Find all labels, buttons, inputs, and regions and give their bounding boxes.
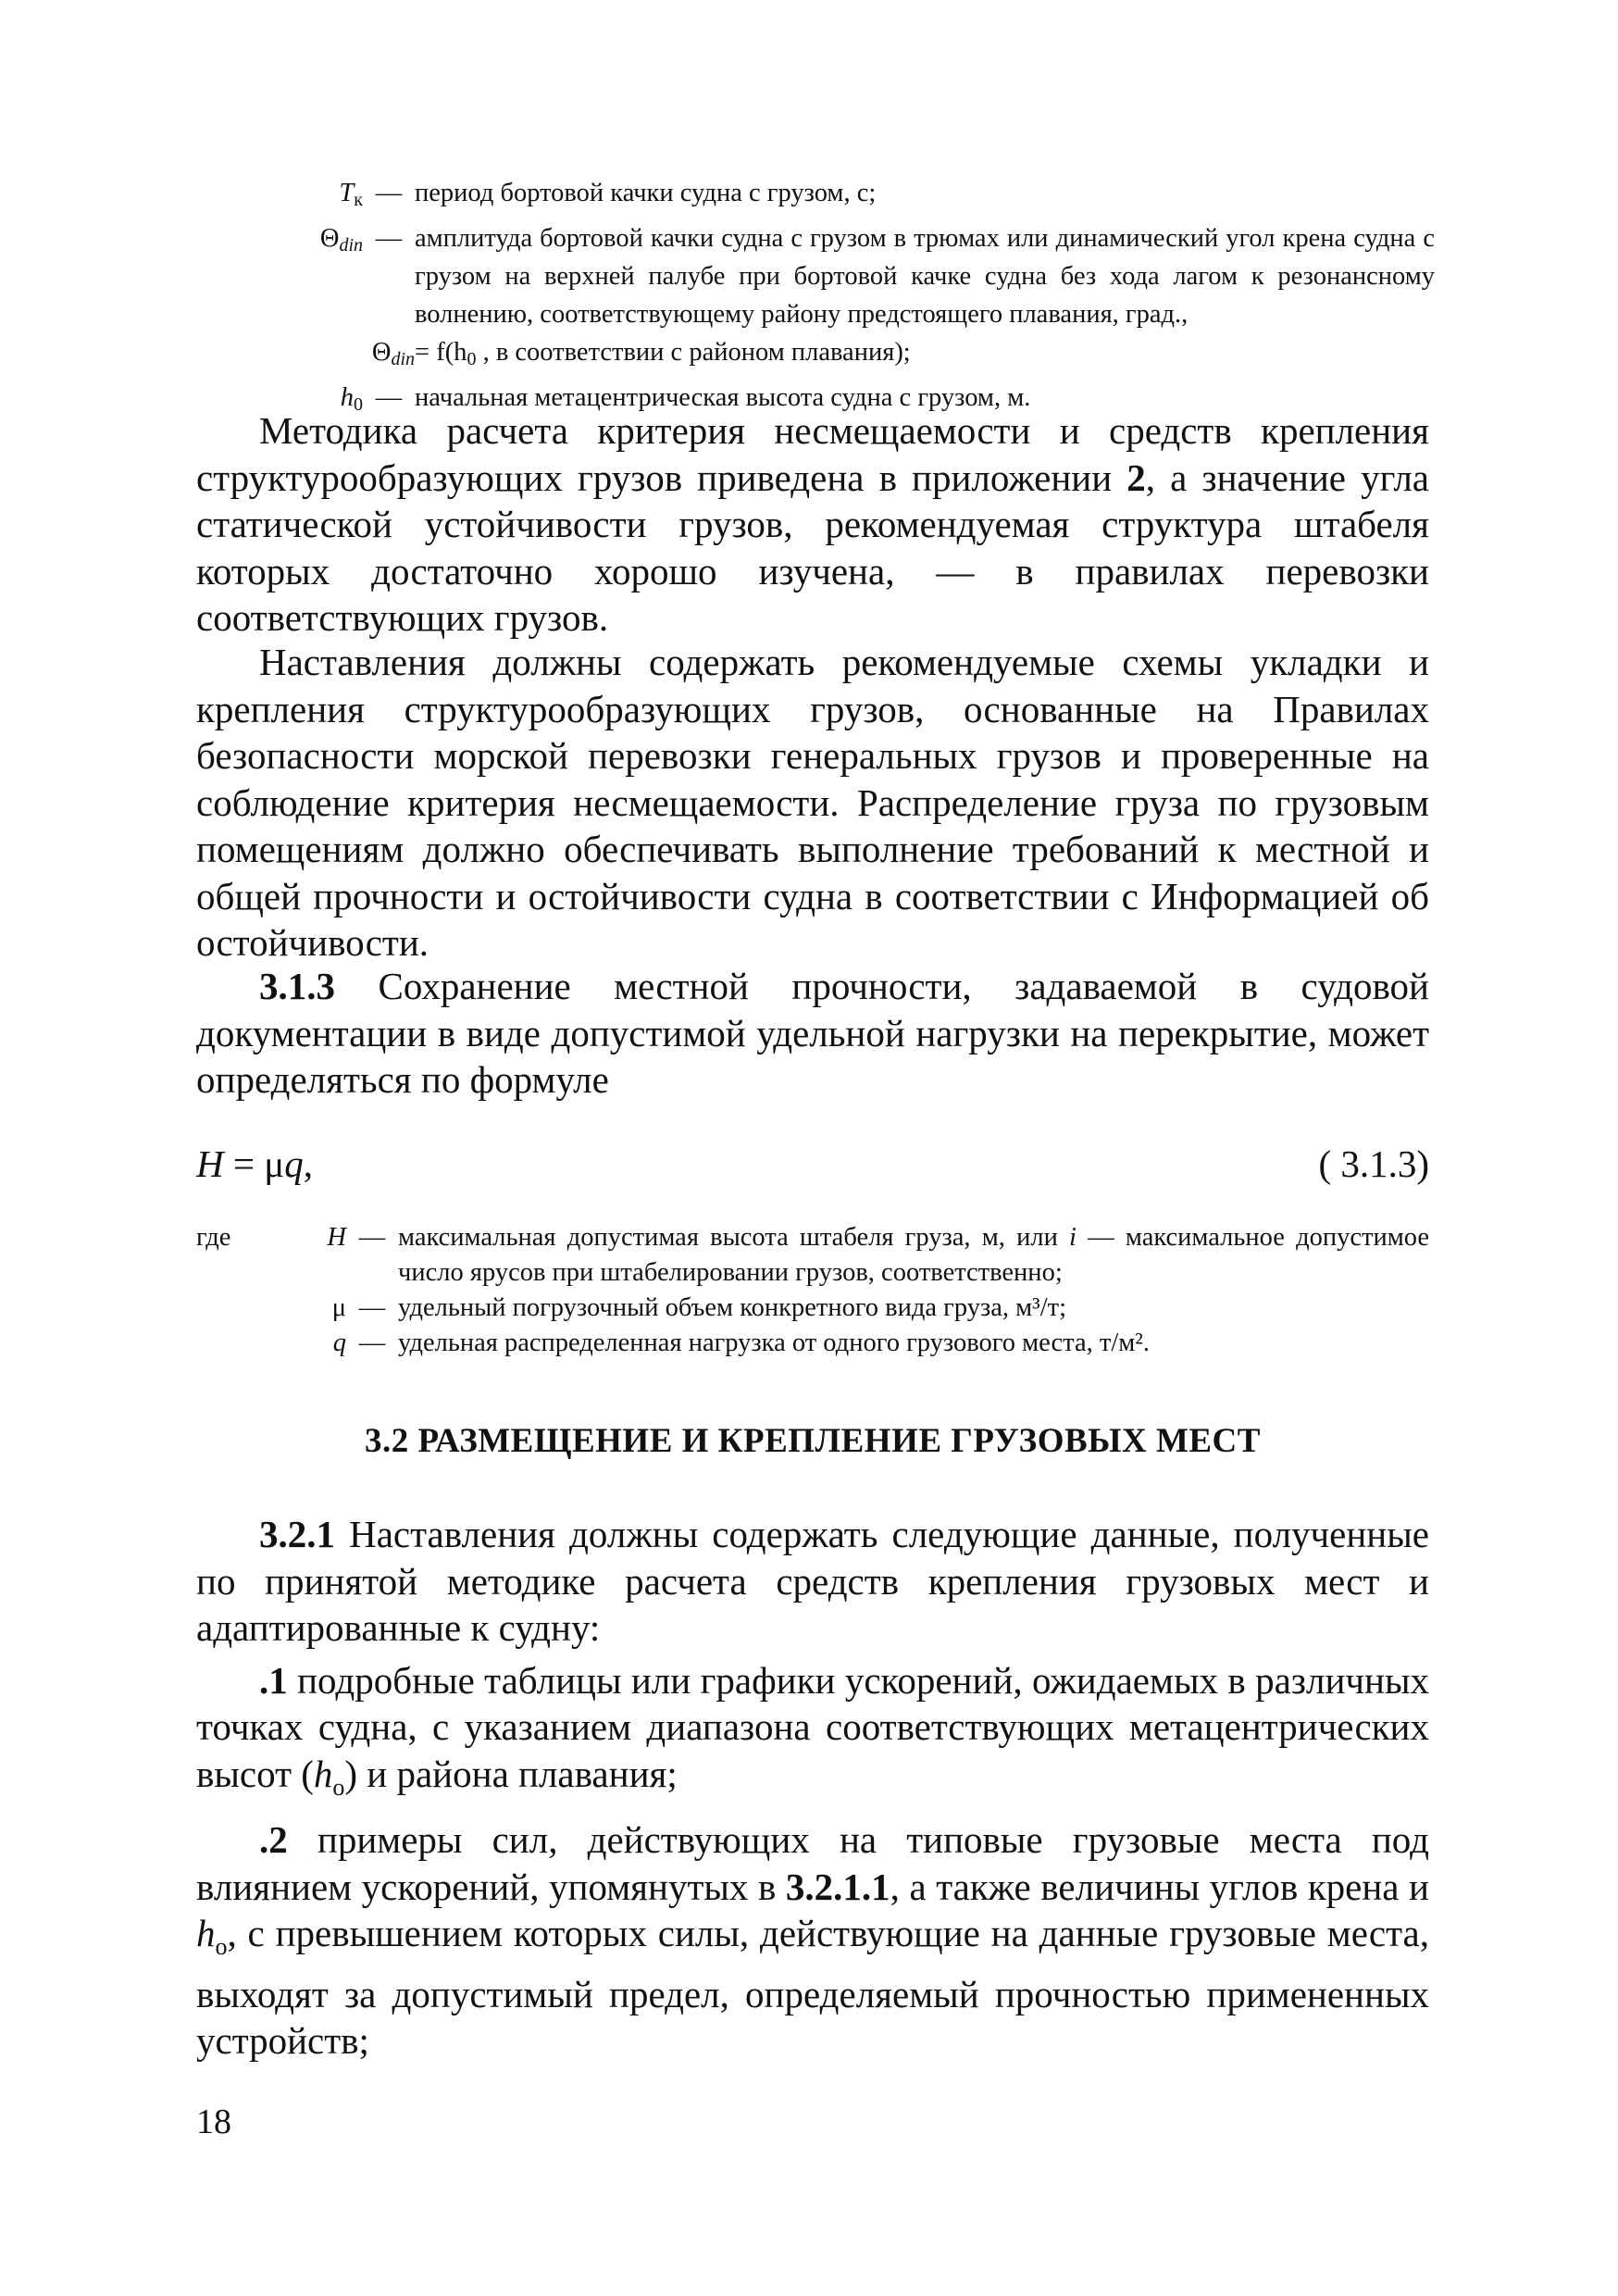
list-item: .1 подробные таблицы или графики ускорений, ожидаемых в различных точках судна, с указанием диапазона соответствующих метацентрических высот $(h_o)$ и района плавания; xyxy=(196,1658,1429,1801)
appendix-number: 2 xyxy=(1126,455,1146,499)
definition-formula-row xyxy=(185,333,1435,379)
definition-symbol: $\Theta_{din}$ xyxy=(319,224,363,256)
definition-text: начальная метацентрическая высота судна с грузом, м. xyxy=(415,383,1031,412)
definition-symbol: $T_к$ xyxy=(339,179,363,210)
em-dash: — xyxy=(358,1293,386,1322)
definition-row xyxy=(185,174,1435,219)
definitions-list xyxy=(185,174,1435,424)
formula-number: ( 3.1.3) xyxy=(1318,1142,1429,1185)
page-number: 18 xyxy=(196,2103,231,2141)
paragraph-text: 3.2.1 Наставления должны содержать следующие данные, полученные по принятой методике расчета средств крепления грузовых мест и адаптированные к судну: xyxy=(196,1513,1429,1649)
paragraph-text: Наставления должны содержать рекомендуемые схемы укладки и крепления структурообразующих грузов, основанные на Правилах безопасности морской перевозки генеральных грузов и проверенные на соблюдение критерия несмещаемости. Распределение груза по грузовым помещениям должно обеспечивать выполнение требований к местной и общей прочности и остойчивости судна в соответствии с Информацией об остойчивости. xyxy=(196,641,1429,964)
definition-symbol: H xyxy=(327,1223,346,1252)
definition-text: удельный погрузочный объем конкретного вида груза, м³/т; xyxy=(398,1293,1067,1322)
definition-formula-text: = $f(h_0$ , в соответствии с районом плавания); xyxy=(415,338,911,369)
definition-text: амплитуда бортовой качки судна с грузом в трюмах или динамический угол крена судна с грузом на верхней палубе при бортовой качке судна без хода лагом к резонансному волнению, соответствующему району предстоящего плавания, град., xyxy=(415,224,1435,329)
em-dash: — xyxy=(358,1223,386,1252)
where-definitions xyxy=(196,1220,1429,1361)
em-dash: — xyxy=(375,383,403,412)
paragraph-3-1-3 xyxy=(196,963,1429,1109)
definition-text: максимальная допустимая высота штабеля груза, м, или i — максимальное допустимое число ярусов при штабелировании грузов, соответственно; xyxy=(398,1223,1429,1287)
list-item-number: .1 xyxy=(259,1658,288,1702)
paragraph-instructions xyxy=(196,639,1429,972)
list-item-number: .2 xyxy=(259,1818,288,1862)
definition-symbol: $h_0$ xyxy=(340,383,363,415)
paragraph-text: 3.1.3 Сохранение местной прочности, задаваемой в судовой документации в виде допустимой удельной нагрузки на перекрытие, может определяться по формуле xyxy=(196,965,1429,1101)
section-3-2-1 xyxy=(196,1511,1429,2070)
definition-symbol: μ xyxy=(331,1293,346,1322)
clause-number: 3.2.1 xyxy=(259,1513,335,1555)
definition-row xyxy=(196,1291,1429,1326)
definition-row xyxy=(185,219,1435,333)
em-dash: — xyxy=(375,179,403,207)
paragraph-method xyxy=(196,407,1429,647)
formula-expression: H = μq, xyxy=(196,1142,313,1185)
cross-reference: 3.2.1.1 xyxy=(785,1865,890,1908)
where-label: где xyxy=(196,1223,231,1252)
definition-row xyxy=(196,1326,1429,1361)
list-item: .2 примеры сил, действующих на типовые грузовые места под влиянием ускорений, упомянутых в 3.2.1.1, а также величины углов крена и $h_o$, с превышением которых силы, действующие на данные грузовые места, выходят за допустимый предел, определяемый прочностью примененных устройств; xyxy=(196,1818,1429,2063)
section-heading: 3.2 РАЗМЕЩЕНИЕ И КРЕПЛЕНИЕ ГРУЗОВЫХ МЕСТ xyxy=(365,1422,1261,1460)
definition-text: удельная распределенная нагрузка от одного грузового места, т/м². xyxy=(398,1329,1150,1357)
definition-row xyxy=(196,1220,1429,1291)
definition-formula: $\Theta_{din}$ xyxy=(371,338,415,369)
paragraph-text: Методика расчета критерия несмещаемости и средств крепления структурообразующих грузов приведена в приложении 2, а значение угла статической устойчивости грузов, рекомендуемая структура штабеля которых достаточно хорошо изучена, — в правилах перевозки соответствующих грузов. xyxy=(196,409,1429,639)
em-dash: — xyxy=(375,224,403,253)
clause-number: 3.1.3 xyxy=(259,965,335,1007)
definition-text: период бортовой качки судна с грузом, с; xyxy=(415,179,877,207)
em-dash: — xyxy=(358,1329,386,1357)
definition-symbol: q xyxy=(332,1329,346,1357)
